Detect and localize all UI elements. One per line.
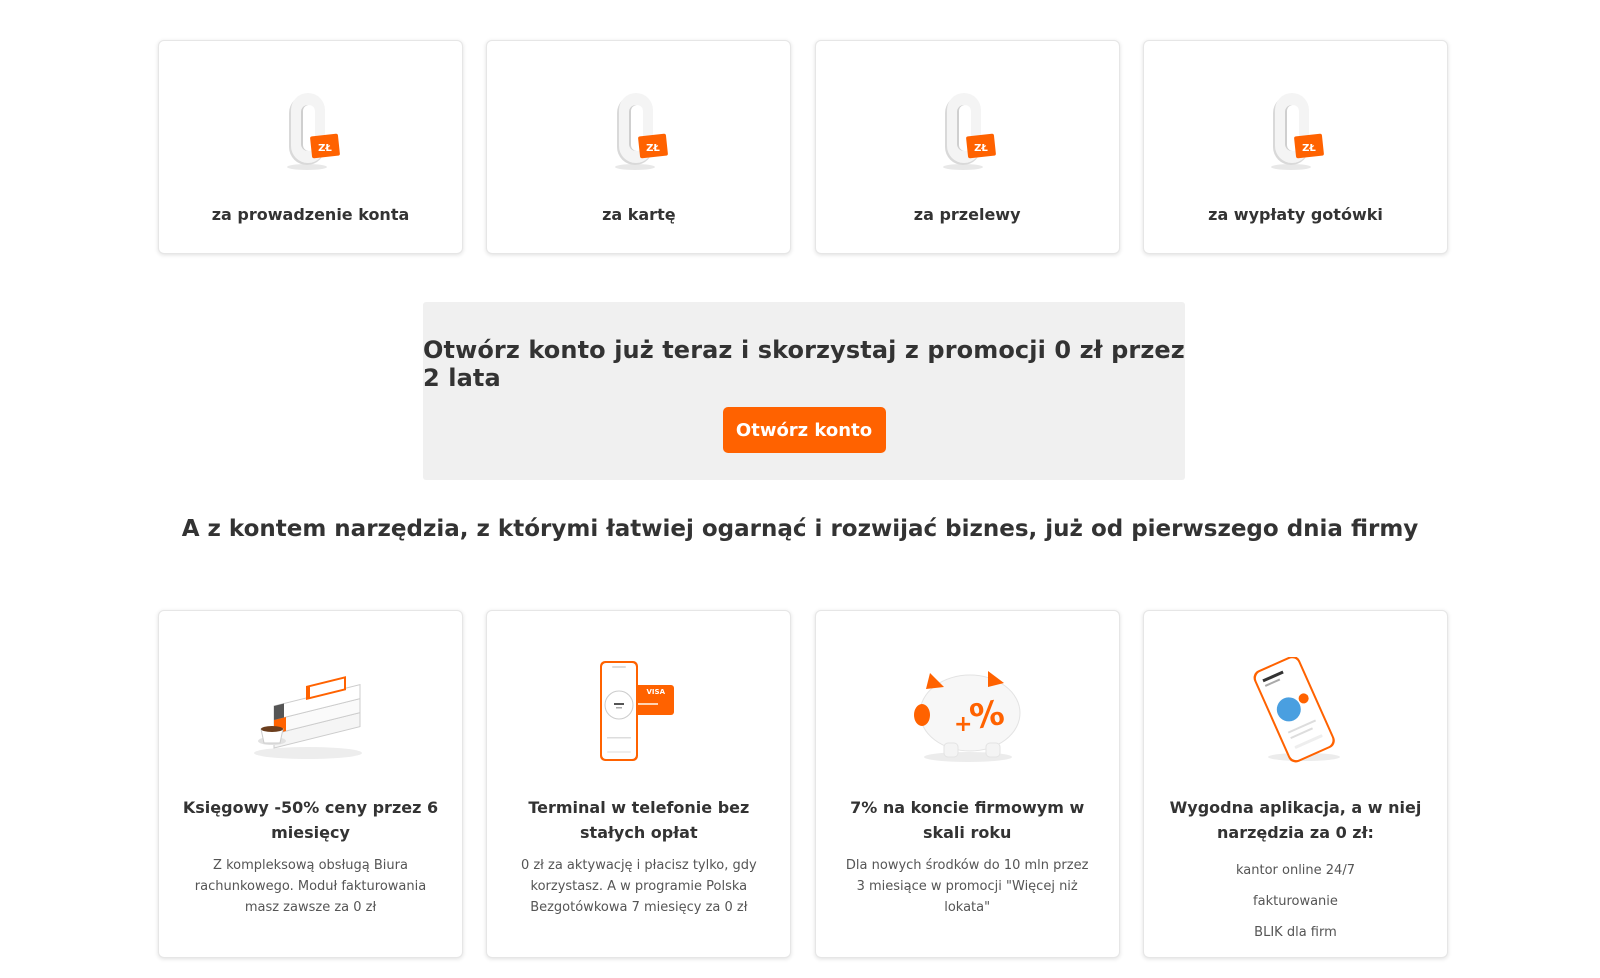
promo-title: Otwórz konto już teraz i skorzystaj z promocji 0 zł przez 2 lata (423, 336, 1185, 392)
fee-card-label: za prowadzenie konta (211, 205, 410, 224)
tools-section-heading: A z kontem narzędzia, z którymi łatwiej ogarnąć i rozwijać biznes, już od pierwszego dnia firmy (181, 516, 1419, 542)
feature-card-interest (815, 610, 1120, 958)
open-account-button[interactable]: Otwórz konto (723, 407, 886, 453)
zero-zloty-icon (281, 91, 341, 171)
list-item: BLIK dla firm (1254, 925, 1337, 940)
zero-zloty-icon (1265, 91, 1325, 171)
svg-text:ZŁ: ZŁ (317, 143, 332, 154)
feature-title: Księgowy -50% ceny przez 6 miesięcy (182, 798, 439, 842)
feature-title: Wygodna aplikacja, a w niej narzędzia za 0 zł: (1169, 798, 1422, 842)
fee-card-label: za wypłaty gotówki (1208, 205, 1383, 224)
svg-text:VISA: VISA (646, 688, 665, 696)
feature-card-accounting (158, 610, 463, 958)
svg-text:%: % (967, 692, 1008, 739)
mobile-app-icon (1230, 657, 1360, 765)
feature-card-terminal (486, 610, 791, 958)
svg-text:+: + (954, 712, 973, 737)
fee-card-label: za kartę (602, 205, 676, 224)
svg-text:ZŁ: ZŁ (1302, 143, 1317, 154)
list-item: fakturowanie (1253, 894, 1338, 909)
zero-zloty-icon (609, 91, 669, 171)
fee-card-withdrawals (1143, 40, 1448, 254)
promo-banner (423, 302, 1185, 480)
list-item: kantor online 24/7 (1235, 863, 1355, 878)
svg-text:ZŁ: ZŁ (974, 143, 988, 154)
svg-text:ZŁ: ZŁ (645, 143, 660, 154)
feature-card-app (1143, 610, 1448, 958)
fee-card-account (158, 40, 463, 254)
fee-card-transfers (815, 40, 1120, 254)
fee-card-label: za przelewy (913, 205, 1021, 224)
phone-terminal-card-icon (574, 657, 704, 765)
feature-list (1236, 855, 1355, 948)
feature-description: Dla nowych środków do 10 mln przez 3 miesiące w promocji "Więcej niż lokata" (845, 858, 1089, 915)
feature-cards-row (158, 610, 1448, 958)
feature-title: Terminal w telefonie bez stałych opłat (528, 798, 750, 842)
fee-cards-row (158, 40, 1448, 254)
piggy-bank-percent-icon (902, 657, 1032, 765)
fee-card-card (486, 40, 791, 254)
feature-description: 0 zł za aktywację i płacisz tylko, gdy korzystasz. A w programie Polska Bezgotówkowa 7 miesięcy za 0 zł (520, 858, 757, 915)
zero-zloty-icon (937, 91, 997, 171)
accounting-folders-icon (246, 657, 376, 765)
feature-description: Z kompleksową obsługą Biura rachunkowego. Moduł fakturowania masz zawsze za 0 zł (194, 858, 427, 915)
feature-title: 7% na koncie firmowym w skali roku (850, 798, 1085, 842)
